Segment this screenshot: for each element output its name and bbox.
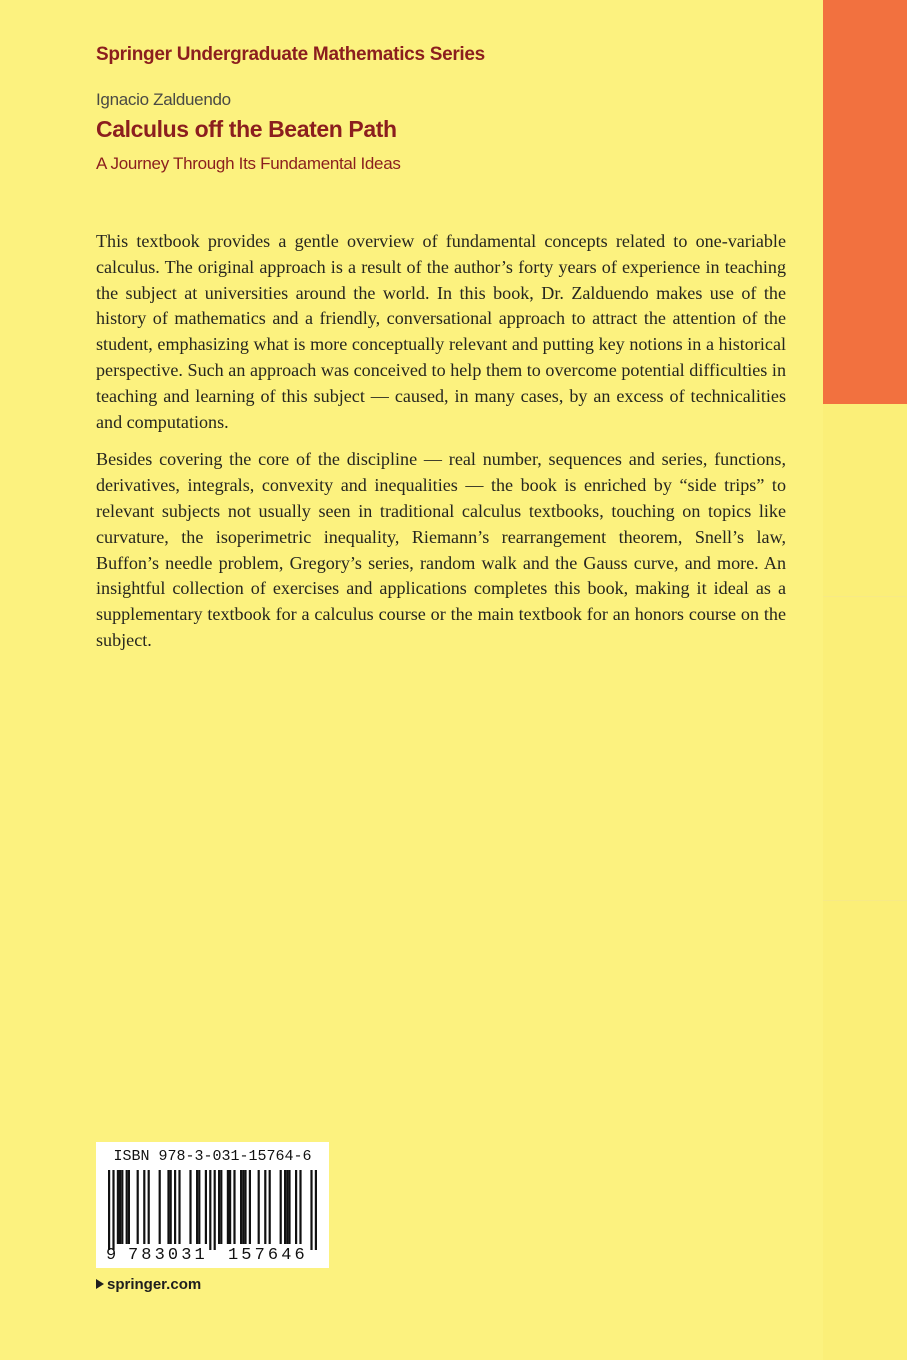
blurb-paragraph: Besides covering the core of the discipline — real number, sequences and series, functions, derivatives, integrals, convexity and inequalities — the book is enriched by “side trips” to relevant subjects not usually seen in traditional calculus textbooks, touching on topics like curvature, the isoperimetric inequality, Riemann’s rearrangement theorem, Snell’s law, Buffon’s needle problem, Gregory’s series, random walk and the Gauss curve, and more. An insightful collection of exercises and applications completes this book, making it ideal as a supplementary textbook for a calculus course or the main textbook for an honors course on the subject. — [96, 449, 786, 650]
barcode-bar — [209, 1170, 211, 1250]
barcode-bar — [244, 1170, 246, 1244]
barcode-bar — [198, 1170, 200, 1244]
barcode-bar — [128, 1170, 130, 1244]
barcode-bar — [284, 1170, 286, 1244]
blurb-paragraph: This textbook provides a gentle overview of fundamental concepts related to one-variable calculus. The original approach is a result of the author’s forty years of experience in teaching the subject at universities around the world. In this book, Dr. Zalduendo makes use of the history of mathematics and a friendly, conversational approach to attract the attention of the student, emphasizing what is more conceptually relevant and putting key notions in a historical perspective. Such an approach was conceived to help them to overcome potential difficulties in teaching and learning of this subject — caused, in many cases, by an excess of technicalities and computations. — [96, 231, 786, 432]
barcode-bar — [299, 1170, 301, 1244]
barcode-bar — [143, 1170, 145, 1244]
barcode-bar — [196, 1170, 198, 1244]
barcode-bar — [280, 1170, 282, 1244]
barcode-bar — [220, 1170, 222, 1244]
barcode-bar — [295, 1170, 297, 1244]
barcode-bar — [240, 1170, 242, 1244]
barcode-bar — [249, 1170, 251, 1244]
barcode-bar — [174, 1170, 176, 1244]
isbn-label: ISBN 978-3-031-15764-6 — [113, 1148, 312, 1165]
barcode-bar — [315, 1170, 317, 1250]
barcode-bar — [167, 1170, 169, 1244]
isbn-barcode — [96, 1142, 329, 1268]
strip-divider — [823, 596, 907, 597]
barcode-bar — [218, 1170, 220, 1244]
barcode-bar — [310, 1170, 312, 1250]
orange-accent-block — [823, 0, 907, 404]
publisher-website[interactable] — [96, 1276, 201, 1293]
barcode-bar — [242, 1170, 244, 1244]
ean-left-digits: 783031 — [128, 1246, 208, 1265]
barcode-bar — [112, 1170, 114, 1250]
barcode-bar — [126, 1170, 128, 1244]
barcode-bar — [264, 1170, 266, 1244]
barcode-bar — [286, 1170, 288, 1244]
series-name: Springer Undergraduate Mathematics Series — [96, 44, 485, 65]
side-color-strip — [823, 0, 907, 1360]
barcode-bar — [159, 1170, 161, 1244]
barcode-bar — [121, 1170, 123, 1244]
barcode-bar — [214, 1170, 216, 1250]
barcode-bar — [178, 1170, 180, 1244]
barcode-bar — [148, 1170, 150, 1244]
barcode-bar — [205, 1170, 207, 1244]
author-name: Ignacio Zalduendo — [96, 90, 231, 109]
barcode-bar — [227, 1170, 229, 1244]
barcode-bar — [189, 1170, 191, 1244]
strip-divider — [823, 900, 907, 901]
book-title: Calculus off the Beaten Path — [96, 116, 397, 142]
ean-right-digits: 157646 — [228, 1246, 308, 1265]
barcode-bar — [117, 1170, 119, 1244]
barcode-bar — [108, 1170, 110, 1250]
description-blurb — [96, 229, 786, 666]
ean-first-digit: 9 — [106, 1246, 117, 1265]
barcode-bar — [229, 1170, 231, 1244]
barcode-bar — [119, 1170, 121, 1244]
barcode-bar — [233, 1170, 235, 1244]
barcode-bar — [288, 1170, 290, 1244]
barcode-bar — [137, 1170, 139, 1244]
barcode-bars — [96, 1170, 329, 1250]
barcode-bar — [258, 1170, 260, 1244]
website-text: springer.com — [107, 1276, 202, 1293]
triangle-arrow-icon — [96, 1279, 104, 1289]
barcode-bar — [170, 1170, 172, 1244]
book-subtitle: A Journey Through Its Fundamental Ideas — [96, 154, 401, 173]
barcode-bar — [269, 1170, 271, 1244]
